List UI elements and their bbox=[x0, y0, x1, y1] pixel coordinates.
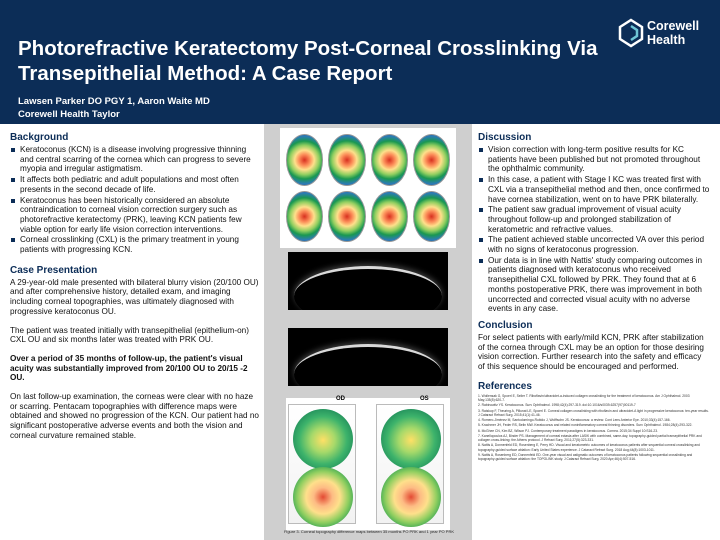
os-difference-map bbox=[376, 404, 444, 524]
background-bullet: Keratoconus has been historically considered an absolute contraindication to corneal vision correction surgery such as photorefractive keratectomy (PRK), leaving KCN patients few viable option for early life vision correction interventions. bbox=[10, 196, 260, 235]
corneal-profile bbox=[294, 266, 442, 310]
case-paragraph-2: The patient was treated initially with transepithelial (epithelium-on) CXL OU and six months later was treated with PRK OU. bbox=[10, 325, 249, 345]
case-paragraph-3: Over a period of 35 months of follow-up, the patient's visual acuity was substantially improved from 20/100 OU to 20/15 -2 OU. bbox=[10, 353, 248, 383]
discussion-bullet: The patient saw gradual improvement of visual acuity throughout follow-up and prolonged stabilization of keratometric and refractive values. bbox=[478, 205, 710, 234]
map-circle bbox=[381, 409, 441, 469]
discussion-heading: Discussion bbox=[478, 132, 532, 143]
discussion-bullet: In this case, a patient with Stage I KC was treated first with CXL via a transepithelial method and then, once confirmed to have cornea stabilization, went on to have PRK bilaterally. bbox=[478, 175, 710, 204]
topography-image bbox=[371, 134, 408, 186]
reference-item: 2. Rabinowitz YS. Keratoconus. Surv Ophthalmol. 1998;42(4):297-319. doi:10.1016/s0039-6257(97)00119-7 bbox=[478, 403, 636, 408]
background-heading: Background bbox=[10, 132, 69, 143]
case-paragraph-1: A 29-year-old male presented with bilateral blurry vision (20/100 OU) and after comprehensive history, detailed exam, and imaging including corneal topographies, was ultimately diagnosed with progressive keratoconus OU. bbox=[10, 277, 259, 316]
discussion-bullet: Our data is in line with Nattis' study comparing outcomes in patients diagnosed with keratoconus who received transepithelial CXL followed by PRK. They found that at 6 months postoperative PRK, there was improvement in both uncorrected and corrected visual acuity with no adverse events in any case. bbox=[478, 256, 710, 314]
conclusion-heading: Conclusion bbox=[478, 319, 533, 331]
map-circle bbox=[381, 467, 441, 527]
left-column bbox=[10, 128, 260, 450]
reference-list bbox=[478, 394, 710, 462]
map-circle bbox=[293, 409, 353, 469]
od-difference-map bbox=[288, 404, 356, 524]
od-label: OD bbox=[336, 396, 345, 402]
figure-panel bbox=[264, 124, 472, 540]
figure-caption: Figure 3. Corneal topography difference maps between 35 months PO PRK and 1 year PO PRK bbox=[283, 529, 455, 534]
os-label: OS bbox=[420, 396, 429, 402]
topography-image bbox=[371, 191, 408, 243]
topography-image bbox=[286, 134, 323, 186]
corneal-profile bbox=[294, 344, 442, 386]
logo-word-corewell: Corewell bbox=[647, 19, 700, 33]
difference-maps bbox=[286, 398, 450, 530]
reference-item: 8. Nattis A, Donnenfeld ED, Rosenberg E, Perry HD. Visual and keratometric outcomes of keratoconus patients after sequential corneal crosslinking and topography-guided surface ablation: Early United States experience. J Cataract Refract Surg. 2018 Aug;44(8):1003-1011. bbox=[478, 443, 700, 452]
right-column bbox=[478, 128, 710, 462]
background-list bbox=[10, 145, 260, 255]
reference-item: 9. Nattis A, Rosenberg ED, Donnenfeld ED. One-year visual and astigmatic outcomes of keratoconus patients following sequential crosslinking and topography-guided surface ablation: the TOPOLINK study. J Cataract Refract Surg. 2020 Apr;46(4):507-516. bbox=[478, 452, 693, 462]
background-bullet: Keratoconus (KCN) is a disease involving progressive thinning and central scarring of the cornea which can progress to severe myopia and irregular astigmatism. bbox=[10, 145, 260, 174]
corewell-health-logo bbox=[618, 14, 714, 52]
case-heading: Case Presentation bbox=[10, 264, 98, 276]
reference-item: 7. Kanellopoulos AJ, Binder PS. Management of corneal ectasia after LASIK with combined, same-day, topography-guided partial transepithelial PRK and collagen cross-linking: the Athens protocol. J Refract Surg. 2011;27(5):323-331. bbox=[478, 433, 702, 443]
references-heading: References bbox=[478, 380, 532, 392]
map-circle bbox=[293, 467, 353, 527]
discussion-bullet: Vision correction with long-term positive results for KC patients have been published but not promoted throughout the ophthalmic community. bbox=[478, 145, 710, 174]
poster-header bbox=[0, 0, 720, 124]
topography-image bbox=[286, 191, 323, 243]
poster-title: Photorefractive Keratectomy Post-Corneal Crosslinking Via Transepithelial Method: A Case Report bbox=[18, 37, 598, 85]
topography-image bbox=[328, 134, 365, 186]
conclusion-text: For select patients with early/mild KCN, PRK after stabilization of the cornea through CXL may be an option for those desiring vision correction. Further research into the safety and efficacy of this sequence should be encouraged and performed. bbox=[478, 332, 704, 372]
reference-item: 4. Romero-Jiménez M, Santodomingo-Rubido J, Wolffsohn JS. Keratoconus: a review. Cont Lens Anterior Eye. 2010;33(4):157-166. bbox=[478, 418, 671, 423]
oct-scan-image bbox=[288, 328, 448, 386]
logo-word-health: Health bbox=[647, 33, 686, 47]
case-paragraph-4: On last follow-up examination, the corneas were clear with no haze or scarring. Pentacam topographies with difference maps were obtained and showed no progression of the KCN. Our patient had no significant postoperative adverse events and both the vision and corneal curvature remained stable. bbox=[10, 392, 259, 440]
oct-scan-image bbox=[288, 252, 448, 310]
corewell-logo-mark-icon bbox=[618, 18, 644, 48]
topography-grid bbox=[280, 128, 456, 248]
topography-image bbox=[413, 134, 450, 186]
reference-item: 5. Krachmer JH, Feder RS, Belin MW. Keratoconus and related noninflammatory corneal thinning disorders. Surv Ophthalmol. 1984;28(4):293-322. bbox=[478, 423, 693, 428]
reference-item: 1. Wollensak G, Spoerl E, Seiler T. Riboflavin/ultraviolet-a-induced collagen crosslinking for the treatment of keratoconus. Am J Ophthalmol. 2003 May;135(5):620-7. bbox=[478, 393, 690, 402]
discussion-bullet: The patient achieved stable uncorrected VA over this period with no signs of keratoconus progression. bbox=[478, 235, 710, 254]
affiliation: Corewell Health Taylor bbox=[18, 109, 120, 120]
author-list: Lawsen Parker DO PGY 1, Aaron Waite MD bbox=[18, 96, 210, 107]
background-bullet: It affects both pediatric and adult populations and most often presents in the second decade of life. bbox=[10, 175, 260, 194]
topography-image bbox=[328, 191, 365, 243]
discussion-list bbox=[478, 145, 710, 314]
reference-item: 3. Raiskup F, Theuring A, Pillunat LE, Spoerl E. Corneal collagen crosslinking with riboflavin and ultraviolet-A light in progressive keratoconus: ten-year results. J Cataract Refract Surg. 2015;41(1):41-46. bbox=[478, 408, 709, 417]
background-bullet: Corneal crosslinking (CXL) is the primary treatment in young patients with progressing KCN. bbox=[10, 235, 260, 254]
topography-image bbox=[413, 191, 450, 243]
reference-item: 6. McGhee CN, Kim BZ, Wilson PJ. Contemporary treatment paradigms in keratoconus. Cornea. 2015;34 Suppl 10:S16-23. bbox=[478, 428, 658, 433]
